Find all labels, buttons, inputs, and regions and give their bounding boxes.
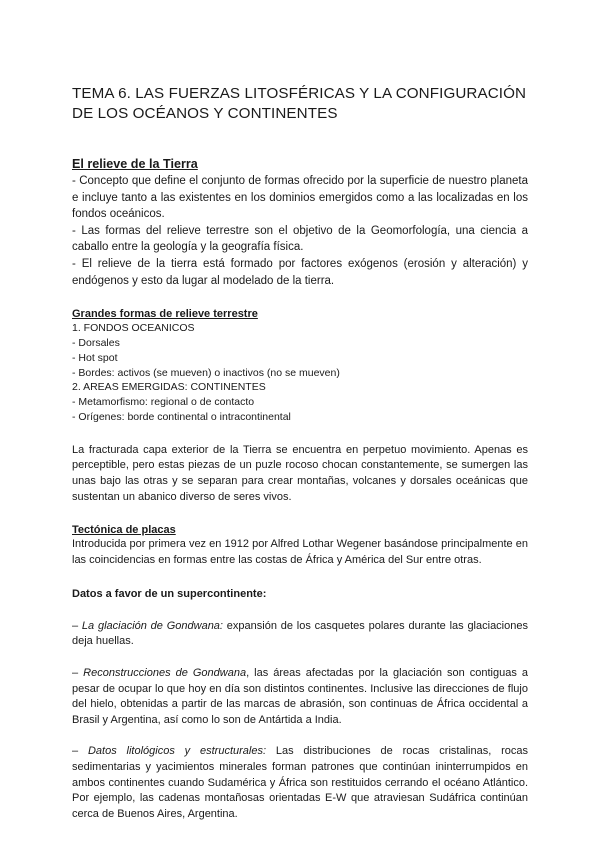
datos-heading: Datos a favor de un supercontinente: [72, 588, 267, 601]
datos-text: , las áreas afectadas por la glaciación son contiguas a pesar de ocupar lo que hoy en día son distintos continentes. Inclusive las direcciones de flujo del hielo, obtenidas a partir de las marcas de abrasión, son continuas de África occidental a Brasil y Argentina, así como lo son de Antártida a India. [72, 667, 528, 726]
grandes-item: - Orígenes: borde continental o intracontinental [72, 410, 291, 423]
relieve-paragraph-1: - Concepto que define el conjunto de formas ofrecido por la superficie de nuestro planeta e incluye tanto a las existentes en los dominios emergidos como a las localizadas en los fondos oceánicos. [72, 175, 528, 221]
grandes-item: - Metamorfismo: regional o de contacto [72, 396, 255, 409]
grandes-heading: Grandes formas de relieve terrestre [72, 308, 258, 321]
grandes-item: - Dorsales [72, 336, 120, 349]
tectonica-text: Introducida por primera vez en 1912 por Alfred Lothar Wegener basándose principalmente en las coincidencias en formas entre las costas de África y América del Sur entre otras. [72, 538, 528, 566]
relieve-paragraph-3: - El relieve de la tierra está formado por factores exógenos (erosión y alteración) y endógenos y esto da lugar al modelado de la tierra. [72, 257, 528, 287]
dash: – [72, 667, 84, 680]
dash: – [72, 619, 82, 632]
datos-item-litologicos [72, 744, 528, 822]
fracturada-paragraph: La fracturada capa exterior de la Tierra se encuentra en perpetuo movimiento. Apenas es perceptible, pero estas piezas de un puzle rocoso chocan constantemente, se sumergen las unas bajo las otras y se separan para crear montañas, volcanes y dorsales oceánicas que sustentan un abanico diverso de seres vivos. [72, 443, 528, 503]
section-grandes-formas [72, 307, 528, 425]
section-relieve [72, 155, 528, 289]
relieve-paragraph-2: - Las formas del relieve terrestre son el objetivo de la Geomorfología, una ciencia a caballo entre la geología y la geografía física. [72, 224, 528, 254]
section-datos [72, 586, 528, 822]
relieve-heading: El relieve de la Tierra [72, 157, 198, 171]
datos-label: La glaciación de Gondwana: [81, 619, 223, 632]
datos-text: expansión de los casquetes polares durante las glaciaciones deja huellas. [72, 619, 528, 648]
datos-item-reconstrucciones [72, 666, 528, 728]
datos-item-glaciacion [72, 619, 528, 650]
dash: – [72, 745, 88, 758]
datos-text: Las distribuciones de rocas cristalinas, rocas sedimentarias y yacimientos minerales forman patrones que continúan ininterrumpidos en ambos continentes cuando Sudamérica y África son restituidos cerrando el océano Atlántico. Por ejemplo, las cadenas montañosas orientadas E-W que atraviesan Sudáfrica continúan cerca de Buenos Aires, Argentina. [72, 745, 528, 820]
document-title: TEMA 6. LAS FUERZAS LITOSFÉRICAS Y LA CONFIGURACIÓN DE LOS OCÉANOS Y CONTINENTES [72, 85, 527, 122]
grandes-item: - Hot spot [72, 351, 118, 364]
grandes-item: 2. AREAS EMERGIDAS: CONTINENTES [72, 381, 266, 394]
section-tectonica [72, 523, 528, 568]
grandes-item: 1. FONDOS OCEANICOS [72, 322, 195, 335]
grandes-item: - Bordes: activos (se mueven) o inactivos (no se mueven) [72, 366, 340, 379]
tectonica-heading: Tectónica de placas [72, 524, 176, 537]
datos-label: Datos litológicos y estructurales: [87, 745, 267, 758]
datos-label: Reconstrucciones de Gondwana [83, 667, 247, 680]
